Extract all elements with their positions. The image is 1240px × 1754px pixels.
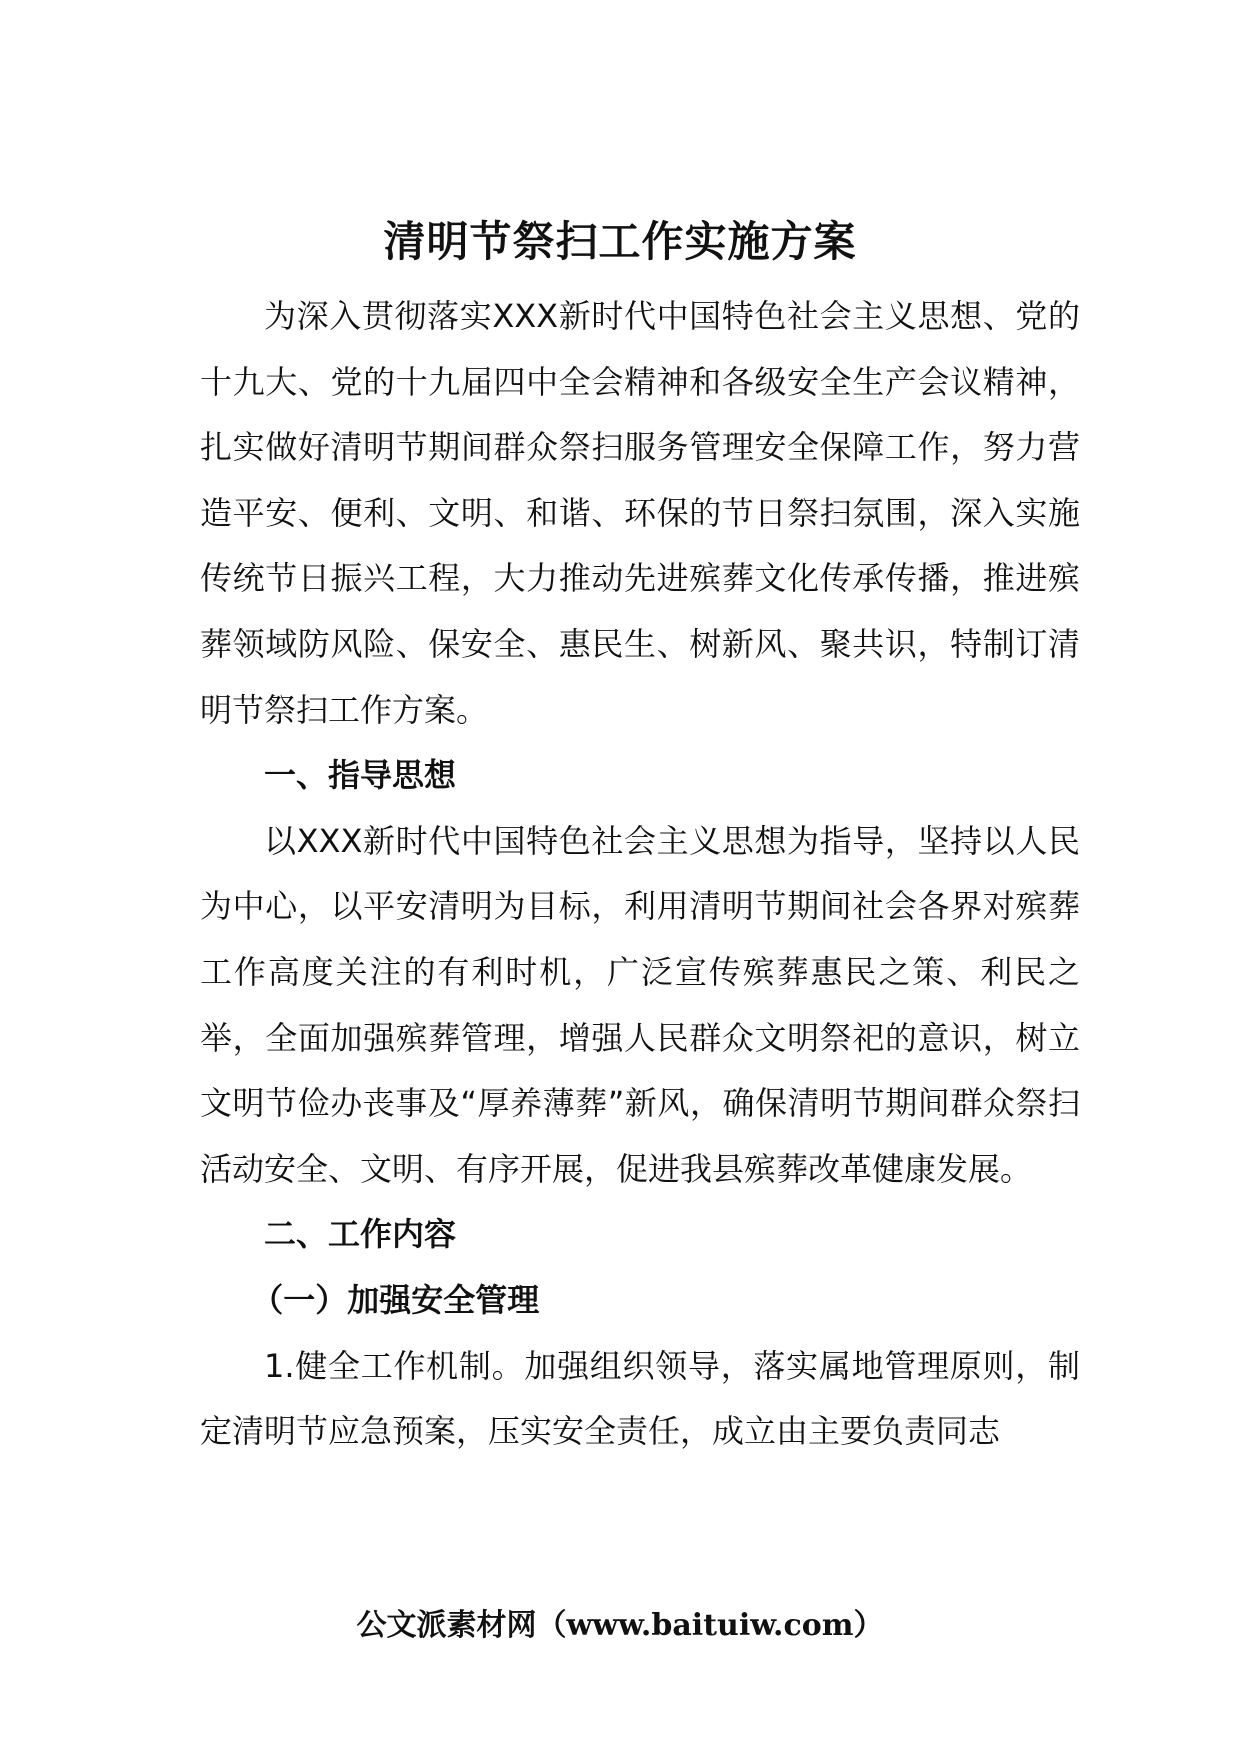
footer-watermark: 公文派素材网（www.baituiw.com） [356,1608,884,1643]
section-heading-work-content: 二、工作内容 [264,1215,457,1254]
subsection-heading-safety-management: （一）加强安全管理 [251,1280,540,1319]
document-body [200,284,1080,1465]
section-heading-guiding-ideology: 一、指导思想 [264,756,457,795]
guiding-ideology-paragraph: 以XXX新时代中国特色社会主义思想为指导，坚持以人民为中心，以平安清明为目标，利用清明节期间社会各界对殡葬工作高度关注的有利时机，广泛宣传殡葬惠民之策、利民之举，全面加强殡葬管理，增强人民群众文明祭祀的意识，树立文明节俭办丧事及“厚养薄葬”新风，确保清明节期间群众祭扫活动安全、文明、有序开展，促进我县殡葬改革健康发展。 [200,821,1080,1188]
work-mechanism-paragraph: 1.健全工作机制。加强组织领导，落实属地管理原则，制定清明节应急预案，压实安全责任，成立由主要负责同志 [200,1346,1080,1451]
document-title: 清明节祭扫工作实施方案 [383,217,857,266]
intro-paragraph: 为深入贯彻落实XXX新时代中国特色社会主义思想、党的十九大、党的十九届四中全会精神和各级安全生产会议精神，扎实做好清明节期间群众祭扫服务管理安全保障工作，努力营造平安、便利、文明、和谐、环保的节日祭扫氛围，深入实施传统节日振兴工程，大力推动先进殡葬文化传承传播，推进殡葬领域防风险、保安全、惠民生、树新风、聚共识，特制订清明节祭扫工作方案。 [200,297,1080,729]
